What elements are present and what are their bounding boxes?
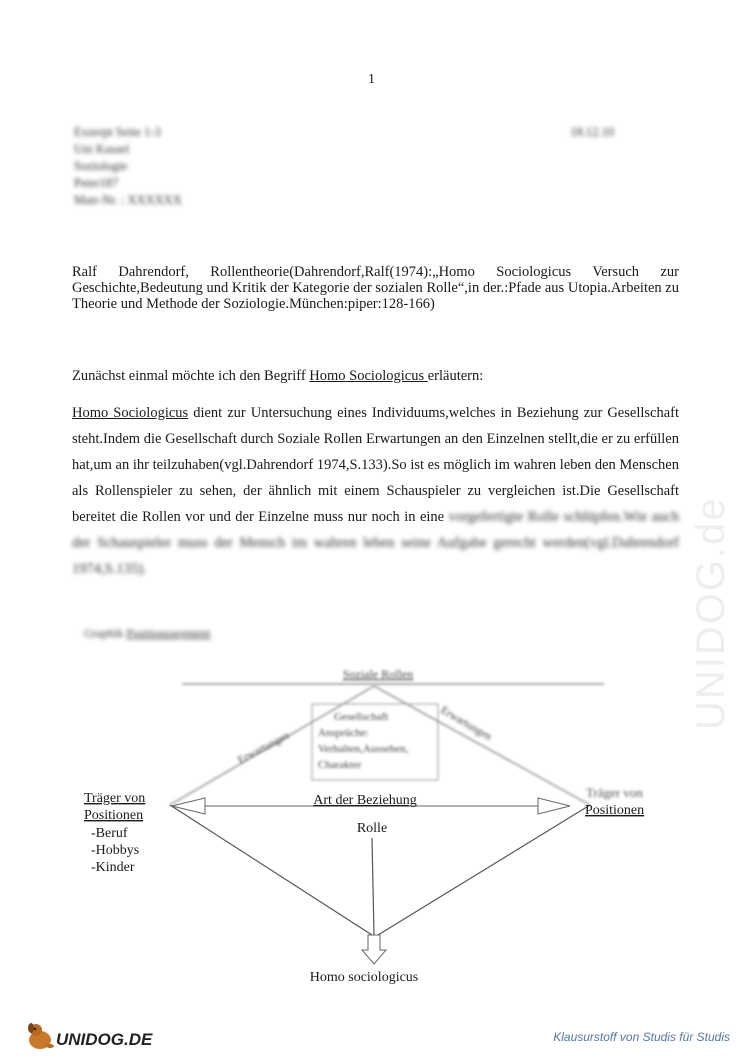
center-line (372, 838, 374, 935)
watermark: UNIDOG.de (689, 496, 733, 730)
body-text-blurred: vorgefertigte Rolle schlüpfen.Wie auch der Schauspieler muss der Mensch im wahren leben seine Aufgabe gerecht werden(vgl.Dahrendorf 1974,S.135). (72, 509, 679, 577)
relation-arrow-right (538, 798, 570, 814)
header-subject: Soziologie (74, 159, 128, 173)
page-number: 1 (368, 72, 375, 87)
header-title: Exzerpt Seite 1-3 (74, 125, 161, 139)
header-author: Peter187 (74, 176, 119, 190)
box-line-2: Ansprüche: (318, 727, 369, 739)
left-item-beruf: -Beruf (91, 826, 128, 841)
intro-before: Zunächst einmal möchte ich den Begriff (72, 368, 310, 384)
right-title-1: Träger von (586, 785, 643, 800)
left-lower-line (170, 805, 372, 935)
role-label: Rolle (356, 821, 388, 836)
header-matriculation: Matr-Nr. : XXXXXX (74, 193, 182, 207)
header-university: Uni Kassel (74, 142, 130, 156)
box-line-1: Gesellschaft (334, 711, 389, 723)
left-title-1: Träger von (84, 791, 146, 806)
dog-icon (24, 1018, 154, 1054)
intro-after: erläutern: (427, 368, 484, 384)
bibliographic-reference: Ralf Dahrendorf, Rollentheorie(Dahrendorf,Ralf(1974):„Homo Sociologicus Versuch zur Geschichte,Bedeutung und Kritik der Kategorie der sozialen Rolle“,in der.:Pfade aus Utopia.Arbeiten zu Theorie und Methode der Soziologie.München:piper:128-166) (72, 264, 679, 312)
left-diagonal-label: Erwartungen (235, 729, 292, 767)
diagram-lower (84, 785, 644, 985)
intro-term: Homo Sociologicus (309, 368, 428, 384)
right-title-2: Positionen (585, 803, 645, 818)
homo-sociologicus-label: Homo sociologicus (309, 970, 419, 985)
diagram-upper-blurred (170, 667, 604, 805)
left-item-kinder: -Kinder (91, 860, 135, 875)
right-diagonal-label: Erwartungen (438, 704, 494, 744)
graph-caption-link: Positionssegment (126, 626, 211, 640)
down-arrow (362, 935, 386, 964)
unidog-logo[interactable] (24, 1018, 154, 1054)
graph-caption-prefix: Graphik (84, 626, 127, 640)
relation-label: Art der Beziehung (313, 793, 417, 808)
right-lower-line (378, 805, 590, 935)
body-term: Homo Sociologicus (72, 405, 189, 421)
header-date: 18.12.10 (570, 125, 614, 139)
left-item-hobbys: -Hobbys (91, 843, 140, 858)
body-text: dient zur Untersuchung eines Individuums,welches in Beziehung zur Gesellschaft steht.Indem die Gesellschaft durch Soziale Rollen Erwartungen an den Einzelnen stellt,die er zu erfüllen hat,um an ihr teilzuhaben(vgl.Dahrendorf 1974,S.133).So ist es möglich im wahren leben den Menschen als Rollenspieler zu sehen, der ähnlich mit einem Schauspieler zu vergleichen ist.Die Gesellschaft bereitet die Rollen vor und der Einzelne muss nur noch in eine (72, 405, 679, 525)
box-line-3: Verhalten,Aussehen, (318, 743, 409, 755)
left-title-2: Positionen (84, 808, 144, 823)
footer-tagline: Klausurstoff von Studis für Studis (553, 1030, 730, 1044)
top-label: Soziale Rollen (342, 667, 414, 681)
box-line-4: Charakter (318, 759, 362, 771)
logo-text: UNIDOG.DE (56, 1030, 153, 1049)
